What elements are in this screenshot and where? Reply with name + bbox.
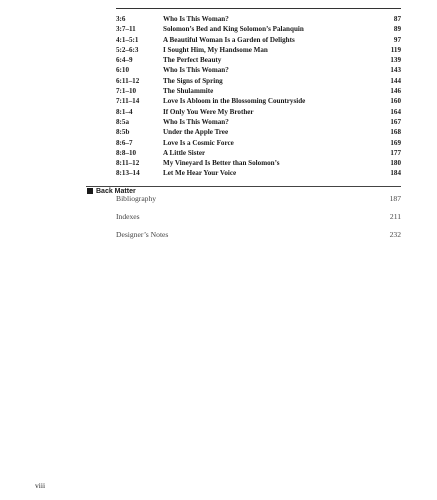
toc-entry-page: 164: [390, 107, 401, 116]
toc-entry-reference: 8:6–7: [116, 138, 133, 147]
toc-entry-page: 184: [390, 169, 401, 178]
toc-entry-reference: 4:1–5:1: [116, 35, 139, 44]
toc-entry-title: Who Is This Woman?: [163, 66, 229, 75]
toc-entry: [116, 14, 401, 24]
toc-entry: [116, 158, 401, 168]
toc-entry-title: A Beautiful Woman Is a Garden of Delights: [163, 35, 295, 44]
back-matter-item-indexes: [116, 211, 401, 223]
back-matter-item-bibliography: [116, 193, 401, 205]
toc-entry-reference: 7:1–10: [116, 87, 137, 96]
toc-entry-page: 144: [390, 76, 401, 85]
toc-entry-page: 160: [390, 97, 401, 106]
toc-entry-title: If Only You Were My Brother: [163, 107, 254, 116]
toc-entry-title: Love Is a Cosmic Force: [163, 138, 234, 147]
toc-entry-page: 169: [390, 138, 401, 147]
toc-entry-reference: 6:11–12: [116, 76, 140, 85]
back-matter-title: Indexes: [116, 212, 140, 221]
toc-entry-page: 89: [393, 25, 401, 34]
square-bullet-icon: [87, 188, 93, 194]
toc-entry-reference: 8:5a: [116, 117, 130, 126]
toc-entries: [116, 14, 401, 179]
back-matter-page: 187: [389, 194, 401, 203]
toc-entry-page: 177: [390, 148, 401, 157]
toc-entry: [116, 65, 401, 75]
top-rule: [116, 8, 401, 9]
toc-entry-reference: 3:6: [116, 15, 126, 23]
toc-entry: [116, 127, 401, 137]
toc-entry-page: 139: [390, 56, 401, 65]
toc-entry-reference: 6:10: [116, 66, 130, 75]
toc-entry-page: 143: [390, 66, 401, 75]
toc-entry: [116, 45, 401, 55]
toc-entry: [116, 148, 401, 158]
back-matter-page: 211: [389, 212, 401, 221]
toc-entry: [116, 168, 401, 178]
toc-entry: [116, 138, 401, 148]
toc-entry-page: 180: [390, 159, 401, 168]
toc-entry-title: I Sought Him, My Handsome Man: [163, 45, 268, 54]
back-matter-item-designers-notes: [116, 229, 401, 241]
toc-entry-reference: 8:8–10: [116, 148, 137, 157]
toc-entry-page: 146: [390, 87, 401, 96]
toc-entry-title: Under the Apple Tree: [163, 128, 229, 137]
toc-entry-title: The Perfect Beauty: [163, 56, 222, 65]
toc-entry-reference: 3:7–11: [116, 25, 136, 34]
toc-entry-title: Solomon’s Bed and King Solomon’s Palanquin: [163, 25, 304, 34]
toc-entry-title: Who Is This Woman?: [163, 117, 229, 126]
toc-entry-page: 119: [390, 45, 401, 54]
toc-entry-title: The Signs of Spring: [163, 76, 223, 85]
toc-entry: [116, 35, 401, 45]
toc-entry-reference: 8:13–14: [116, 169, 140, 178]
back-matter-page: 232: [389, 230, 401, 239]
toc-entry: [116, 107, 401, 117]
toc-entry-page: 87: [393, 15, 401, 23]
toc-entry: [116, 117, 401, 127]
back-matter-title: Bibliography: [116, 194, 157, 203]
toc-entry-title: My Vineyard Is Better than Solomon’s: [163, 159, 280, 168]
toc-entry-title: Love Is Abloom in the Blossoming Countryside: [163, 97, 306, 106]
page-number: viii: [35, 481, 46, 490]
toc-entry: [116, 86, 401, 96]
toc-entry-reference: 6:4–9: [116, 56, 133, 65]
toc-entry-reference: 8:11–12: [116, 159, 140, 168]
toc-entry: [116, 76, 401, 86]
toc-entry-page: 167: [390, 117, 401, 126]
toc-entry-title: A Little Sister: [163, 148, 206, 157]
toc-entry: [116, 24, 401, 34]
toc-entry: [116, 96, 401, 106]
toc-entry-page: 97: [393, 35, 401, 44]
toc-entry-reference: 8:1–4: [116, 107, 133, 116]
toc-entry-reference: 8:5b: [116, 128, 130, 137]
toc-entry-reference: 5:2–6:3: [116, 45, 139, 54]
toc-entry-title: Let Me Hear Your Voice: [163, 169, 237, 178]
toc-entry-page: 168: [390, 128, 401, 137]
back-matter-title: Designer’s Notes: [116, 230, 169, 239]
toc-entry-title: The Shulammite: [163, 87, 214, 96]
toc-entry-title: Who Is This Woman?: [163, 15, 229, 23]
section-heading-label: Back Matter: [96, 188, 136, 195]
toc-entry-reference: 7:11–14: [116, 97, 140, 106]
toc-entry: [116, 55, 401, 65]
